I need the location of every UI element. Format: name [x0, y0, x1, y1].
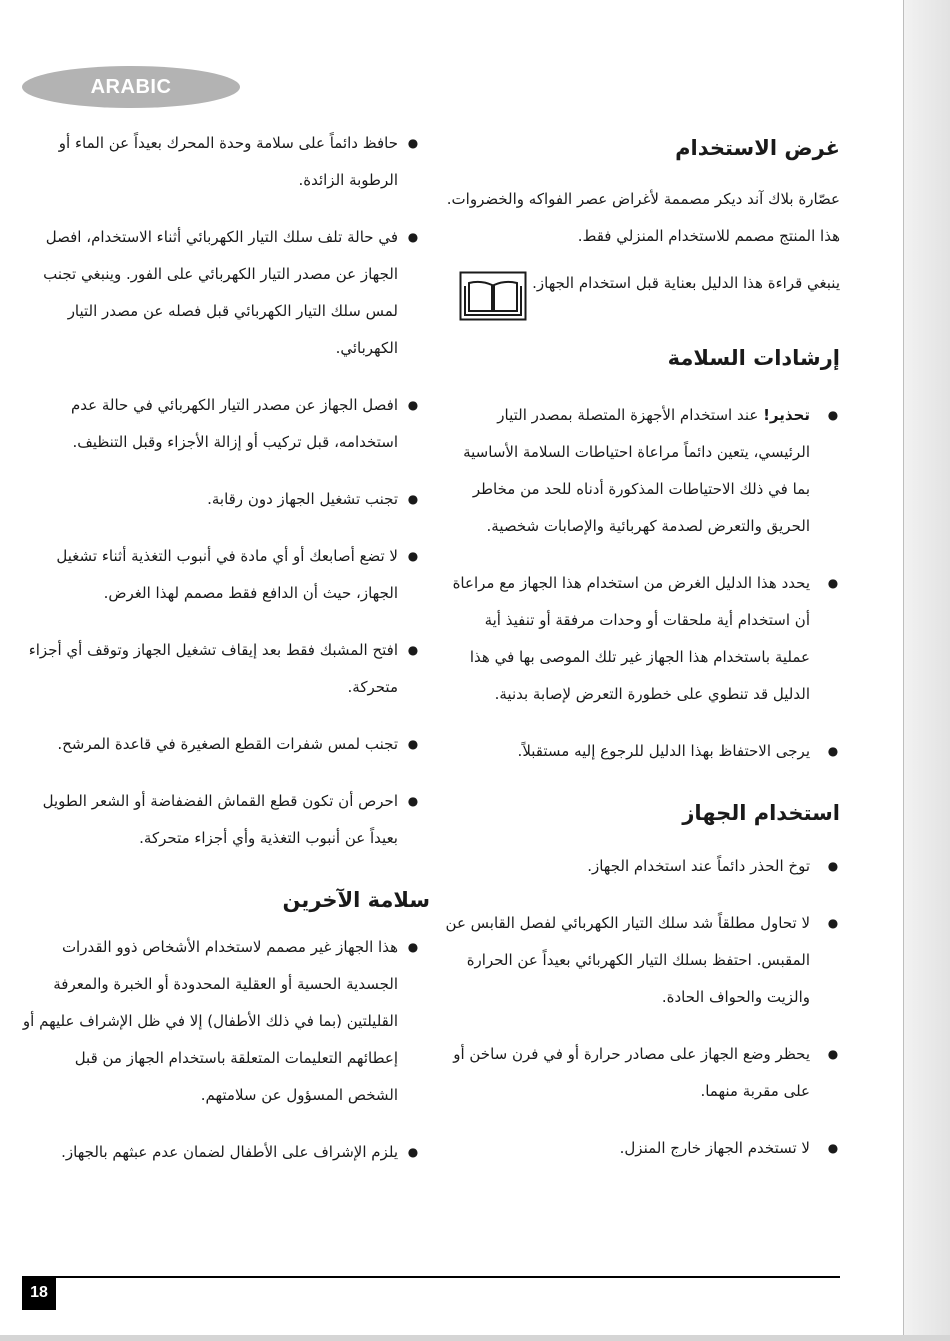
- bullet-icon: ●: [407, 794, 419, 808]
- list-item: ● لا تحاول مطلقاً شد سلك التيار الكهربائي لفصل القابس عن المقبس. احتفظ بسلك التيار الكهربائي بعيداً عن الحرارة والزيت والحواف الحادة.: [445, 905, 840, 1016]
- list-item: ● يرجى الاحتفاظ بهذا الدليل للرجوع إليه مستقبلاً.: [445, 733, 840, 770]
- list-item: ● لا تستخدم الجهاز خارج المنزل.: [445, 1130, 840, 1167]
- bullet-icon: ●: [407, 549, 419, 563]
- list-item: ● يحظر وضع الجهاز على مصادر حرارة أو في فرن ساخن أو على مقربة منهما.: [445, 1036, 840, 1110]
- list-item: ● في حالة تلف سلك التيار الكهربائي أثناء الاستخدام، افصل الجهاز عن مصدر التيار الكهربائي على الفور. وينبغي تجنب لمس سلك التيار الكهربائي قبل فصله عن مصدر التيار الكهربائي.: [22, 219, 430, 367]
- left-column: [22, 125, 430, 1191]
- bullet-icon: ●: [827, 859, 839, 873]
- bullet-icon: ●: [407, 1145, 419, 1159]
- bullet-icon: ●: [407, 398, 419, 412]
- page-edge-bottom: [0, 1335, 950, 1341]
- list-item: ● توخ الحذر دائماً عند استخدام الجهاز.: [445, 848, 840, 885]
- purpose-heading: غرض الاستخدام: [675, 136, 840, 160]
- list-item: ● افتح المشبك فقط بعد إيقاف تشغيل الجهاز وتوقف أي أجزاء متحركة.: [22, 632, 430, 706]
- bullet-icon: ●: [827, 576, 839, 590]
- safety-heading: إرشادات السلامة: [667, 346, 840, 370]
- bullet-icon: ●: [827, 408, 839, 422]
- purpose-text: عصّارة بلاك آند ديكر مصممة لأغراض عصر الفواكه والخضروات. هذا المنتج مصمم للاستخدام المنزلي فقط.: [446, 190, 840, 245]
- open-book-icon: [459, 271, 527, 321]
- list-item: ● يلزم الإشراف على الأطفال لضمان عدم عبثهم بالجهاز.: [22, 1134, 430, 1171]
- others-safety-heading: سلامة الآخرين: [282, 888, 430, 912]
- right-column: [445, 125, 840, 1187]
- list-item: ● هذا الجهاز غير مصمم لاستخدام الأشخاص ذوو القدرات الجسدية الحسية أو العقلية المحدودة أو الخبرة والمعرفة القليلتين (بما في ذلك الأطفال) إلا في ظل الإشراف عليهم أو إعطائهم التعليمات المتعلقة باستخدام الجهاز من قبل الشخص المسؤول عن سلامتهم.: [22, 929, 430, 1114]
- bullet-icon: ●: [407, 230, 419, 244]
- list-item: ● لا تضع أصابعك أو أي مادة في أنبوب التغذية أثناء تشغيل الجهاز، حيث أن الدافع فقط مصمم لهذا الغرض.: [22, 538, 430, 612]
- list-item: ● افصل الجهاز عن مصدر التيار الكهربائي في حالة عدم استخدامه، قبل تركيب أو إزالة الأجزاء وقبل التنظيف.: [22, 387, 430, 461]
- manual-note: [445, 265, 840, 321]
- page-number: 18: [22, 1276, 56, 1310]
- list-item: ● تجنب تشغيل الجهاز دون رقابة.: [22, 481, 430, 518]
- footer-rule: [22, 1276, 840, 1278]
- page-edge-right: [903, 0, 950, 1341]
- list-item: ● يحدد هذا الدليل الغرض من استخدام هذا الجهاز مع مراعاة أن استخدام أية ملحقات أو وحدات مرفقة أو تنفيذ أية عملية باستخدام هذا الجهاز غير تلك الموصى بها في هذا الدليل قد تنطوي على خطورة التعرض لإصابة بدنية.: [445, 565, 840, 713]
- list-item: ● احرص أن تكون قطع القماش الفضفاضة أو الشعر الطويل بعيداً عن أنبوب التغذية وأي أجزاء متحركة.: [22, 783, 430, 857]
- bullet-icon: ●: [407, 643, 419, 657]
- bullet-icon: ●: [407, 737, 419, 751]
- list-item: ● تحذير! عند استخدام الأجهزة المتصلة بمصدر التيار الرئيسي، يتعين دائماً مراعاة احتياطات السلامة الأساسية بما في ذلك الاحتياطات المذكورة أدناه للحد من مخاطر الحريق والتعرض لصدمة كهربائية والإصابات شخصية.: [445, 397, 840, 545]
- list-item: ● تجنب لمس شفرات القطع الصغيرة في قاعدة المرشح.: [22, 726, 430, 763]
- bullet-icon: ●: [407, 492, 419, 506]
- manual-note-text: ينبغي قراءة هذا الدليل بعناية قبل استخدام الجهاز.: [532, 274, 840, 292]
- list-item: ● حافظ دائماً على سلامة وحدة المحرك بعيداً عن الماء أو الرطوبة الزائدة.: [22, 125, 430, 199]
- others-safety-list: [22, 929, 430, 1171]
- bullet-icon: ●: [407, 940, 419, 954]
- bullet-icon: ●: [827, 1141, 839, 1155]
- bullet-icon: ●: [827, 744, 839, 758]
- bullet-icon: ●: [407, 136, 419, 150]
- use-list: [445, 848, 840, 1167]
- safety-list: [445, 397, 840, 770]
- bullet-icon: ●: [827, 916, 839, 930]
- language-label: ARABIC: [22, 66, 240, 108]
- safety-list-continued: [22, 125, 430, 857]
- bullet-icon: ●: [827, 1047, 839, 1061]
- use-heading: استخدام الجهاز: [682, 801, 840, 825]
